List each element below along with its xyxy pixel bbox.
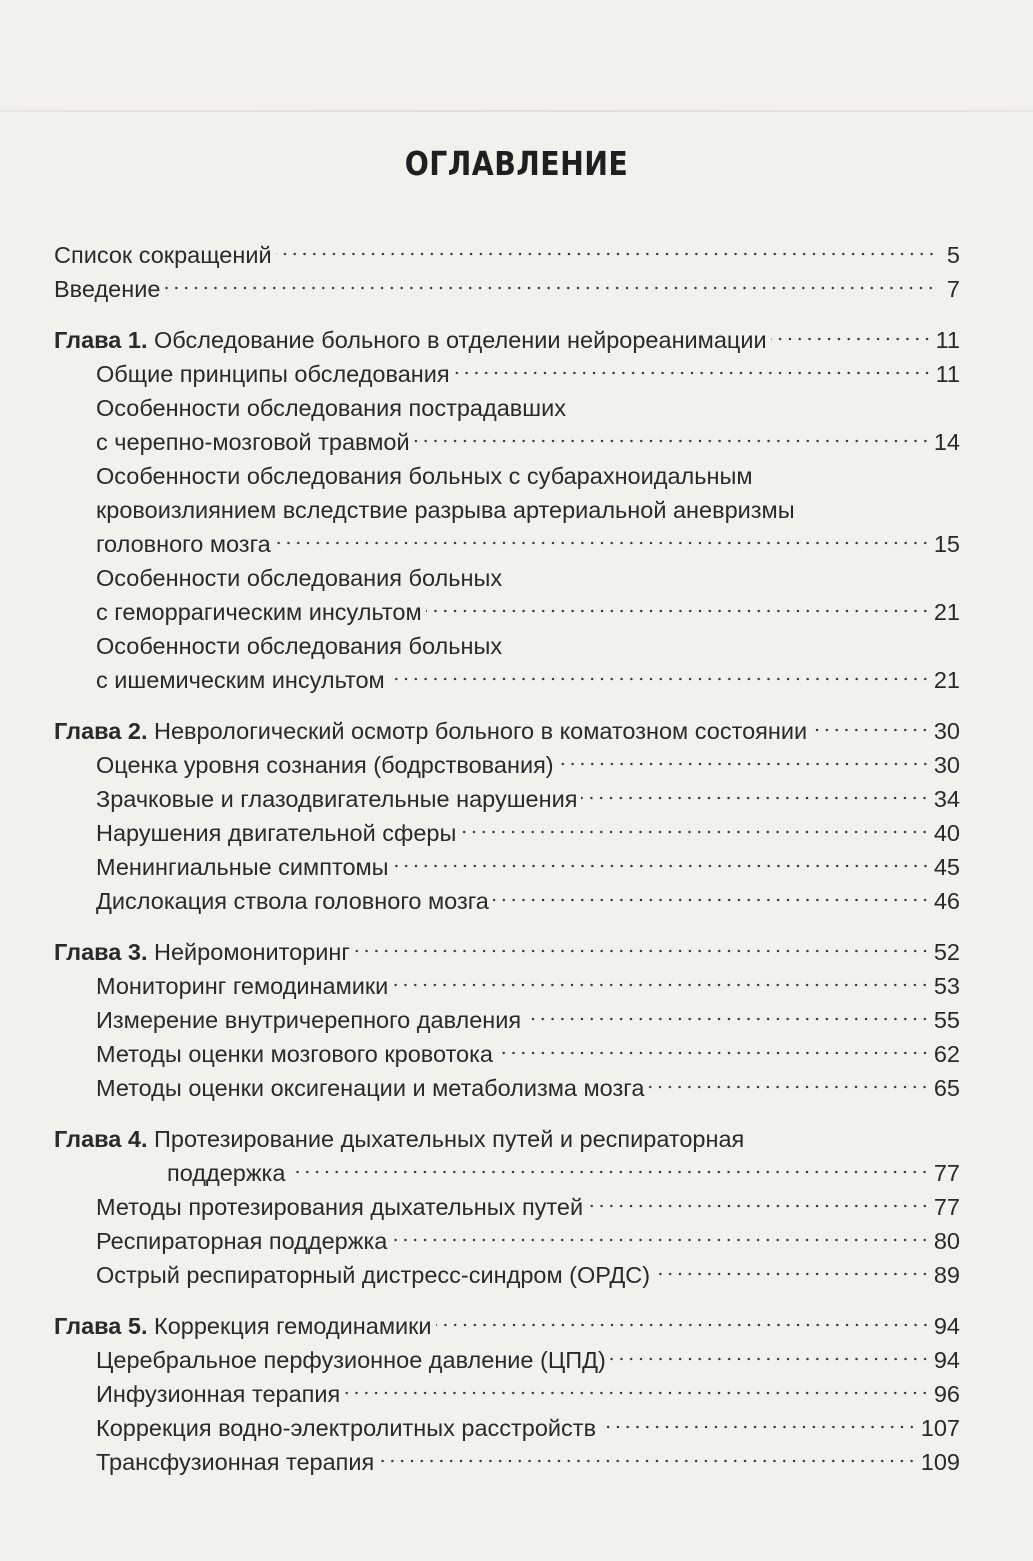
toc-page-number: 15	[933, 531, 960, 557]
toc-entry-label: Особенности обследования больных	[96, 633, 503, 659]
toc-entry-label: Инфузионная терапия	[96, 1381, 341, 1407]
leader-dots	[391, 1238, 930, 1242]
toc-section[interactable]	[54, 1411, 960, 1445]
leader-dots	[414, 439, 930, 443]
leader-dots	[525, 1017, 930, 1021]
toc-page-number: 77	[933, 1194, 960, 1220]
toc-page-number: 89	[933, 1262, 960, 1288]
leader-dots	[600, 1425, 917, 1429]
leader-dots	[581, 796, 929, 800]
toc-chapter-heading[interactable]	[54, 935, 960, 969]
toc-section[interactable]	[54, 782, 960, 816]
toc-entry-label: Введение	[54, 276, 161, 302]
toc-entry-label: Оценка уровня сознания (бодрствования)	[96, 752, 554, 778]
toc-section[interactable]	[54, 1258, 960, 1292]
toc-entry-label-continued: с черепно-мозговой травмой	[96, 429, 410, 455]
toc-section[interactable]	[54, 969, 960, 1003]
leader-dots	[587, 1204, 930, 1208]
toc-page-number: 11	[935, 327, 960, 353]
leader-dots	[454, 371, 932, 375]
toc-section[interactable]	[54, 884, 960, 918]
toc-entry-label-continued: кровоизлиянием вследствие разрыва артериальной аневризмы	[96, 497, 795, 523]
toc-page-number: 65	[933, 1075, 960, 1101]
toc-section[interactable]	[54, 816, 960, 850]
leader-dots	[389, 677, 930, 681]
toc-section[interactable]	[54, 357, 960, 391]
leader-dots	[558, 762, 930, 766]
toc-entry-label: Нарушения двигательной сферы	[96, 820, 457, 846]
toc-page-number: 11	[935, 361, 960, 387]
toc-page-number: 5	[946, 242, 960, 268]
toc-entry-label: Методы протезирования дыхательных путей	[96, 1194, 584, 1220]
leader-dots	[811, 728, 930, 732]
toc-page-number: 30	[933, 718, 960, 744]
toc-page-number: 46	[933, 888, 960, 914]
toc-section[interactable]	[54, 391, 960, 459]
toc-entry-label: Зрачковые и глазодвигательные нарушения	[96, 786, 578, 812]
toc-entry-label: Дислокация ствола головного мозга	[96, 888, 489, 914]
toc-section[interactable]	[54, 850, 960, 884]
leader-dots	[276, 252, 936, 256]
toc-chapter-heading[interactable]	[54, 714, 960, 748]
toc-entry-label: Респираторная поддержка	[96, 1228, 388, 1254]
toc-entry-label: Острый респираторный дистресс-синдром (ОРДС)	[96, 1262, 651, 1288]
toc-section[interactable]	[54, 1190, 960, 1224]
toc-entry-label: Особенности обследования больных с субарахноидальным	[96, 463, 753, 489]
toc-page-number: 94	[933, 1313, 960, 1339]
toc-entry-introduction[interactable]	[54, 272, 960, 306]
leader-dots	[648, 1085, 929, 1089]
toc-chapter-heading[interactable]	[54, 323, 960, 357]
leader-dots	[289, 1170, 929, 1174]
toc-entry-label: Измерение внутричерепного давления	[96, 1007, 522, 1033]
chapter-title: Протезирование дыхательных путей и респираторная	[147, 1126, 745, 1152]
leader-dots	[275, 541, 930, 545]
chapter-number: Глава 5.	[54, 1313, 148, 1339]
toc-chapter-heading[interactable]	[54, 1309, 960, 1343]
table-of-contents	[54, 238, 960, 1479]
header-rule	[0, 110, 1033, 112]
toc-page-number: 53	[933, 973, 960, 999]
toc-section[interactable]	[54, 1224, 960, 1258]
chapter-title: Нейромониторинг	[147, 939, 350, 965]
page-title: ОГЛАВЛЕНИЕ	[404, 144, 629, 183]
toc-section[interactable]	[54, 748, 960, 782]
toc-page-number: 34	[933, 786, 960, 812]
toc-entry-label: Общие принципы обследования	[96, 361, 450, 387]
leader-dots	[610, 1357, 930, 1361]
toc-chapter-heading[interactable]	[54, 1122, 960, 1156]
toc-entry-label-continued: головного мозга	[96, 531, 271, 557]
toc-entry-abbreviations[interactable]	[54, 238, 960, 272]
leader-dots	[654, 1272, 930, 1276]
toc-section[interactable]	[54, 629, 960, 697]
leader-dots	[771, 337, 932, 341]
toc-entry-label-continued: с ишемическим инсультом	[96, 667, 385, 693]
toc-section[interactable]	[54, 1377, 960, 1411]
toc-page-number: 77	[933, 1160, 960, 1186]
toc-page-number: 96	[933, 1381, 960, 1407]
toc-page-number: 21	[933, 599, 960, 625]
chapter-number: Глава 3.	[54, 939, 148, 965]
toc-page-number: 94	[933, 1347, 960, 1373]
toc-page-number: 21	[933, 667, 960, 693]
toc-page-number: 55	[933, 1007, 960, 1033]
toc-page-number: 45	[933, 854, 960, 880]
leader-dots	[493, 898, 930, 902]
toc-section[interactable]	[54, 1343, 960, 1377]
leader-dots	[436, 1323, 930, 1327]
toc-entry-label: Методы оценки оксигенации и метаболизма мозга	[96, 1075, 645, 1101]
chapter-title: Неврологический осмотр больного в коматозном состоянии	[147, 718, 808, 744]
toc-entry-label: Особенности обследования больных	[96, 565, 503, 591]
toc-page-number: 40	[933, 820, 960, 846]
leader-dots	[426, 609, 930, 613]
toc-entry-label: Список сокращений	[54, 242, 272, 268]
chapter-number: Глава 1.	[54, 327, 148, 353]
leader-dots	[497, 1051, 930, 1055]
toc-page-number: 107	[920, 1415, 960, 1441]
toc-page-number: 14	[933, 429, 960, 455]
toc-page-number: 7	[946, 276, 960, 302]
toc-chapter-5	[54, 1309, 960, 1479]
leader-dots	[344, 1391, 930, 1395]
toc-section[interactable]	[54, 459, 960, 561]
toc-chapter-1	[54, 323, 960, 697]
toc-chapter-4	[54, 1122, 960, 1292]
chapter-title: Обследование больного в отделении нейрореанимации	[147, 327, 767, 353]
toc-section[interactable]	[54, 1071, 960, 1105]
leader-dots	[460, 830, 929, 834]
toc-page-number: 80	[933, 1228, 960, 1254]
chapter-title: Коррекция гемодинамики	[147, 1313, 432, 1339]
toc-page-number: 109	[920, 1449, 960, 1475]
toc-entry-label: Особенности обследования пострадавших	[96, 395, 566, 421]
leader-dots	[354, 949, 930, 953]
toc-front-matter	[54, 238, 960, 306]
toc-section[interactable]	[54, 1445, 960, 1479]
leader-dots	[164, 286, 936, 290]
leader-dots	[393, 864, 930, 868]
toc-entry-label: Коррекция водно-электролитных расстройств	[96, 1415, 597, 1441]
chapter-number: Глава 2.	[54, 718, 148, 744]
leader-dots	[392, 983, 930, 987]
toc-entry-label: Трансфузионная терапия	[96, 1449, 375, 1475]
toc-entry-label: Методы оценки мозгового кровотока	[96, 1041, 493, 1067]
chapter-title-continued: поддержка	[167, 1160, 286, 1186]
toc-page-number: 30	[933, 752, 960, 778]
toc-chapter-2	[54, 714, 960, 918]
toc-section[interactable]	[54, 1037, 960, 1071]
toc-page-number: 62	[933, 1041, 960, 1067]
chapter-number: Глава 4.	[54, 1126, 148, 1152]
toc-entry-label: Мониторинг гемодинамики	[96, 973, 389, 999]
toc-page-number: 52	[933, 939, 960, 965]
toc-entry-label: Церебральное перфузионное давление (ЦПД)	[96, 1347, 606, 1373]
leader-dots	[378, 1459, 917, 1463]
toc-entry-label: Менингиальные симптомы	[96, 854, 389, 880]
toc-section[interactable]	[54, 1003, 960, 1037]
toc-entry-label-continued: с геморрагическим инсультом	[96, 599, 422, 625]
toc-chapter-3	[54, 935, 960, 1105]
toc-section[interactable]	[54, 561, 960, 629]
